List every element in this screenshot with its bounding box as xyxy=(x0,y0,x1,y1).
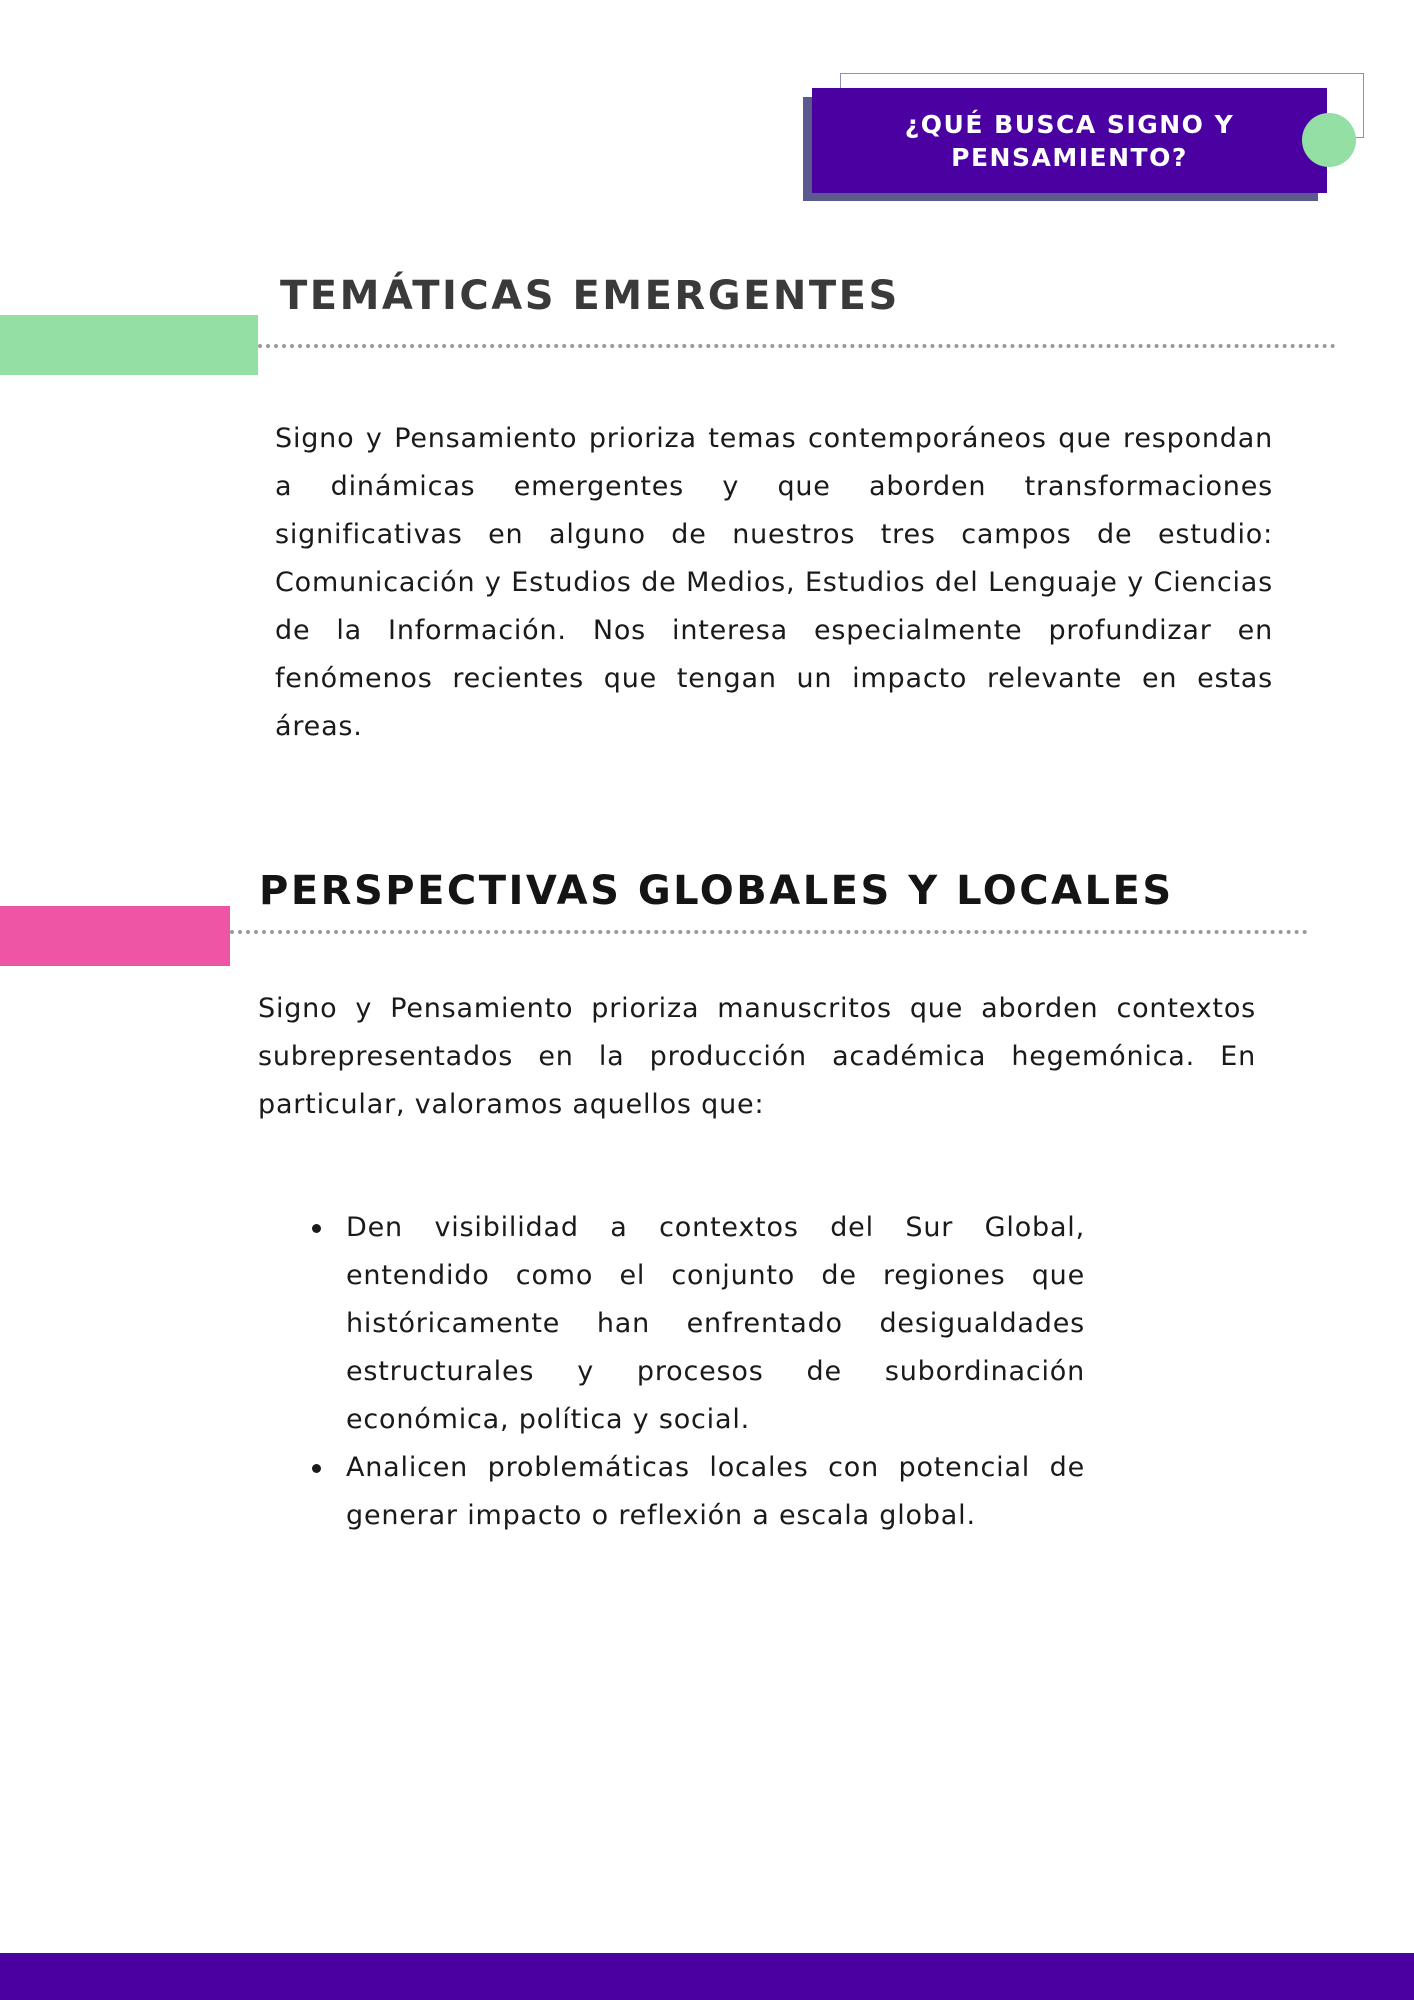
bullet-icon xyxy=(312,1224,321,1233)
badge-title: ¿QUÉ BUSCA SIGNO Y PENSAMIENTO? xyxy=(904,109,1235,172)
section-accent-bar-green xyxy=(0,315,258,375)
section-accent-bar-pink xyxy=(0,906,230,966)
dotted-divider xyxy=(258,344,1336,348)
decorative-dot-icon xyxy=(1302,113,1356,167)
dotted-divider xyxy=(230,930,1308,934)
section-body-perspectivas: Signo y Pensamiento prioriza manuscritos que aborden contextos subrepresentados en la producción académica hegemónica. En particular, valoramos aquellos que: xyxy=(258,993,1256,1120)
section-heading-perspectivas: PERSPECTIVAS GLOBALES Y LOCALES xyxy=(259,868,1174,914)
list-item xyxy=(300,1204,1085,1444)
section-body-tematicas: Signo y Pensamiento prioriza temas contemporáneos que respondan a dinámicas emergentes y que aborden transformaciones significativas en alguno de nuestros tres campos de estudio: Comunicación y Estudios de Medios, Estudios del Lenguaje y Ciencias de la Información. Nos interesa especialmente profundizar en fenómenos recientes que tengan un impacto relevante en estas áreas. xyxy=(275,423,1273,742)
list-item-text: Analicen problemáticas locales con potencial de generar impacto o reflexión a escala global. xyxy=(346,1452,1085,1531)
bullet-icon xyxy=(312,1464,321,1473)
list-item xyxy=(300,1444,1085,1540)
list-item-text: Den visibilidad a contextos del Sur Global, entendido como el conjunto de regiones que históricamente han enfrentado desigualdades estructurales y procesos de subordinación económica, política y social. xyxy=(346,1212,1085,1435)
bullet-list xyxy=(300,1204,1085,1540)
footer-bar xyxy=(0,1953,1414,2000)
header-badge xyxy=(812,88,1327,193)
section-heading-tematicas: TEMÁTICAS EMERGENTES xyxy=(280,273,900,319)
